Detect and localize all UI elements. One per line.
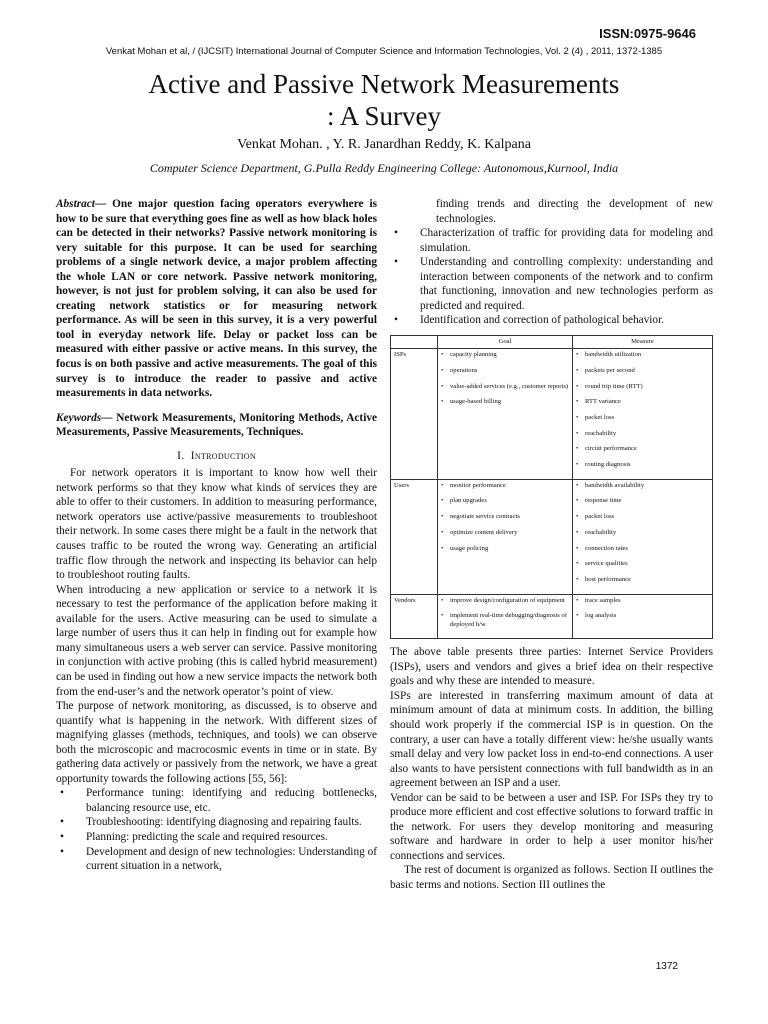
table-goals-cell (438, 479, 573, 594)
paper-title-line2: : A Survey (326, 101, 441, 131)
bullet-icon: • (576, 596, 579, 604)
bullet-continuation: finding trends and directing the development of new technologies. (436, 198, 713, 225)
issn-label: ISSN:0975-9646 (599, 26, 696, 41)
bullet-icon: • (576, 398, 579, 406)
table-list-item: • improve design/configuration of equipment (441, 596, 565, 604)
table-list-item: • value-added services (e.g., customer reports) (441, 382, 569, 390)
keywords (56, 411, 377, 440)
bullet-icon: • (576, 429, 579, 437)
table-row (391, 594, 713, 639)
table-list-item: • packet loss (576, 413, 615, 421)
abstract-text: One major question facing operators everywhere is how to be sure that everything goes fine as well as how black holes can be detected in their networks? Passive network monitoring is very suitable for this purpose. It can be used for searching problems of a single network device, a major problem affecting the whole LAN or core network. Passive network monitoring, however, is not just for problem solving, it can also be used for creating network statistics or for measuring network performance. As will be seen in this survey, it is a very powerful tool in everyday network life. Delay or packet loss can be measured with either passive or active means. In this survey, the focus is on both passive and active measurements. The goal of this survey is to introduce the reader to passive and active measurements in data networks. (56, 198, 377, 400)
section-heading-introduction (56, 449, 377, 464)
running-header: Venkat Mohan et al, / (IJCSIT) International Journal of Computer Science and Information Technologies, Vol. 2 (4) , 2011, 1372-1385 (105, 46, 663, 57)
bullet-icon: • (576, 382, 579, 390)
goals-measures-table (390, 335, 713, 639)
table-list-item: • bandwidth availability (576, 481, 645, 489)
keywords-text: Network Measurements, Monitoring Methods, Active Measurements, Passive Measurements, Techniques. (56, 411, 377, 439)
bullet-icon: • (441, 382, 444, 390)
intro-paragraph-1: For network operators it is important to know how well their network performs so that they know what kinds of services they are able to offer to their customers. In addition to measuring performance, network operators use active/passive measurements to troubleshoot their network. In some cases there might be a fault in the network that causes traffic to be routed the wrong way. Generating an artificial traffic flow through the network and inspecting its behavior can help to troubleshoot routing faults. (56, 467, 377, 582)
table-list-item: • response time (576, 497, 622, 505)
bullet-icon: • (441, 351, 444, 359)
bullet-icon: • (576, 544, 579, 552)
table-list-item: • plan upgrades (441, 497, 487, 505)
keywords-label: Keywords— (56, 411, 113, 424)
list-item: • Understanding and controlling complexity: understanding and interaction between components of the network and to confirm that functioning, innovation and new technologies perform as predicted and required. (394, 256, 713, 312)
table-discussion-paragraph-2: ISPs are interested in transferring maximum amount of data at minimum amount of data at minimum costs. In addition, the billing should work properly if the commercial ISP is in question. On the contrary, a user can have a totally different view: he/she usually wants small delay and very low packet loss in end-to-end connections. A user also wants to have persistent connections with full bandwidth as in an agreement between an ISP and a user. (390, 689, 713, 790)
bullet-icon: • (441, 497, 444, 505)
table-header-cell (391, 335, 438, 348)
table-row (391, 349, 713, 480)
table-goals-cell (438, 349, 573, 480)
list-item: • Planning: predicting the scale and required resources. (60, 830, 328, 843)
bullet-icon: • (441, 513, 444, 521)
table-list-item: • packet loss (576, 513, 615, 521)
author-list: Venkat Mohan. , Y. R. Janardhan Reddy, K. Kalpana (237, 137, 531, 152)
table-list-item: • log analysis (576, 612, 617, 620)
bullet-icon: • (576, 445, 579, 453)
table-list-item: • routing diagnosis (576, 461, 631, 469)
table-measures-cell (573, 594, 713, 639)
paper-title (60, 68, 708, 132)
bullet-icon: • (441, 481, 444, 489)
bullet-icon: • (60, 830, 64, 843)
affiliation: Computer Science Department, G.Pulla Reddy Engineering College: Autonomous,Kurnool, India (149, 161, 619, 175)
bullet-icon: • (394, 256, 398, 269)
bullet-icon: • (576, 497, 579, 505)
bullet-icon: • (576, 481, 579, 489)
list-item: • Troubleshooting: identifying diagnosing and repairing faults. (60, 816, 362, 829)
table-measures-cell (573, 349, 713, 480)
table-list-item: • monitor performance (441, 481, 506, 489)
table-list-item: • round trip time (RTT) (576, 382, 643, 390)
table-measures-cell (573, 479, 713, 594)
table-list-item: • bandwidth utilization (576, 351, 642, 359)
bullet-icon: • (441, 366, 444, 374)
table-list-item: • host performance (576, 575, 631, 583)
right-bullet-list (390, 226, 713, 328)
intro-paragraph-2: When introducing a new application or service to a network it is necessary to test the performance of the application before making it available for the users. Active measuring can be used to simulate a large number of users thus it can help in finding out for example how many simultaneous users a web server can service. Passive monitoring in conjunction with active probing (this is called hybrid measurement) can be used in finding out how a new service impacts the network both from the end-user’s and the network operator’s point of view. (56, 583, 377, 698)
section-title: Introduction (190, 449, 256, 462)
organization-paragraph: The rest of document is organized as follows. Section II outlines the basic terms and notions. Section III outlines the (390, 864, 713, 892)
bullet-icon: • (576, 528, 579, 536)
table-list-item: • usage-based billing (441, 398, 502, 406)
bullet-icon: • (576, 575, 579, 583)
bullet-icon: • (441, 398, 444, 406)
bullet-icon: • (576, 366, 579, 374)
table-list-item: • usage policing (441, 544, 489, 552)
table-list-item: • packets per second (576, 366, 635, 374)
list-item: • Identification and correction of pathological behavior. (394, 314, 665, 327)
list-item: • Characterization of traffic for providing data for modeling and simulation. (394, 227, 713, 254)
list-item: • Performance tuning: identifying and reducing bottlenecks, balancing resource use, etc. (60, 787, 377, 814)
table-list-item: • optimize content delivery (441, 528, 518, 536)
intro-paragraph-3: The purpose of network monitoring, as discussed, is to observe and quantify what is happening in the network. With different sizes of magnifying glasses (methods, techniques, and tools) we can observe both the microscopic and macrocosmic events in time or in state. By gathering data actively or passively from the network, we have a great opportunity towards the following actions [55, 56]: (56, 700, 377, 785)
bullet-icon: • (576, 461, 579, 469)
table-row (391, 479, 713, 594)
table-list-item: • RTT variance (576, 398, 621, 406)
right-column (390, 197, 713, 893)
bullet-icon: • (60, 845, 64, 858)
table-list-item: • capacity planning (441, 351, 497, 359)
bullet-icon: • (576, 560, 579, 568)
table-list-item: • implement real-time debugging/diagnosis of deployed h/w (441, 612, 568, 628)
bullet-icon: • (441, 544, 444, 552)
table-party-cell: ISPs (391, 349, 438, 480)
bullet-icon: • (441, 612, 444, 620)
table-list-item: • service qualities (576, 560, 628, 568)
table-list-item: • reachability (576, 429, 617, 437)
bullet-icon: • (60, 787, 64, 800)
table-header-row (391, 335, 713, 348)
table-list-item: • negotiate service contracts (441, 513, 520, 521)
table-list-item: • trace samples (576, 596, 621, 604)
bullet-icon: • (576, 413, 579, 421)
bullet-icon: • (60, 816, 64, 829)
table-header-cell: Measure (573, 335, 713, 348)
table-list-item: • operations (441, 366, 478, 374)
actions-bullet-list (56, 786, 377, 873)
table-party-cell: Vendors (391, 594, 438, 639)
table-list-item: • reachability (576, 528, 617, 536)
bullet-icon: • (576, 612, 579, 620)
paper-title-line1: Active and Passive Network Measurements (148, 69, 620, 99)
table-list-item: • circuit performance (576, 445, 637, 453)
table-discussion-paragraph-1: The above table presents three parties: Internet Service Providers (ISPs), users and vendors and gives a brief idea on their respective goals and why these are intended to measure. (390, 646, 713, 688)
table-discussion-paragraph-3: Vendor can be said to be between a user and ISP. For ISPs they try to produce more efficient and cost effective solutions to forward traffic in the network. For users they develop monitoring and measuring software and hardware in order to help a user monitor his/her connections and services. (390, 791, 713, 862)
bullet-icon: • (394, 227, 398, 240)
list-item: • Development and design of new technologies: Understanding of current situation in a network, (60, 845, 377, 873)
abstract (56, 197, 377, 401)
abstract-label: Abstract— (56, 198, 107, 210)
bullet-icon: • (441, 528, 444, 536)
bullet-icon: • (394, 314, 398, 327)
page-number: 1372 (655, 961, 678, 972)
left-column (56, 197, 377, 874)
table-goals-cell (438, 594, 573, 639)
section-number: I. (177, 449, 185, 462)
table-party-cell: Users (391, 479, 438, 594)
bullet-icon: • (441, 596, 444, 604)
bullet-icon: • (576, 513, 579, 521)
bullet-icon: • (576, 351, 579, 359)
table-list-item: • connection rates (576, 544, 629, 552)
table-header-cell: Goal (438, 335, 573, 348)
